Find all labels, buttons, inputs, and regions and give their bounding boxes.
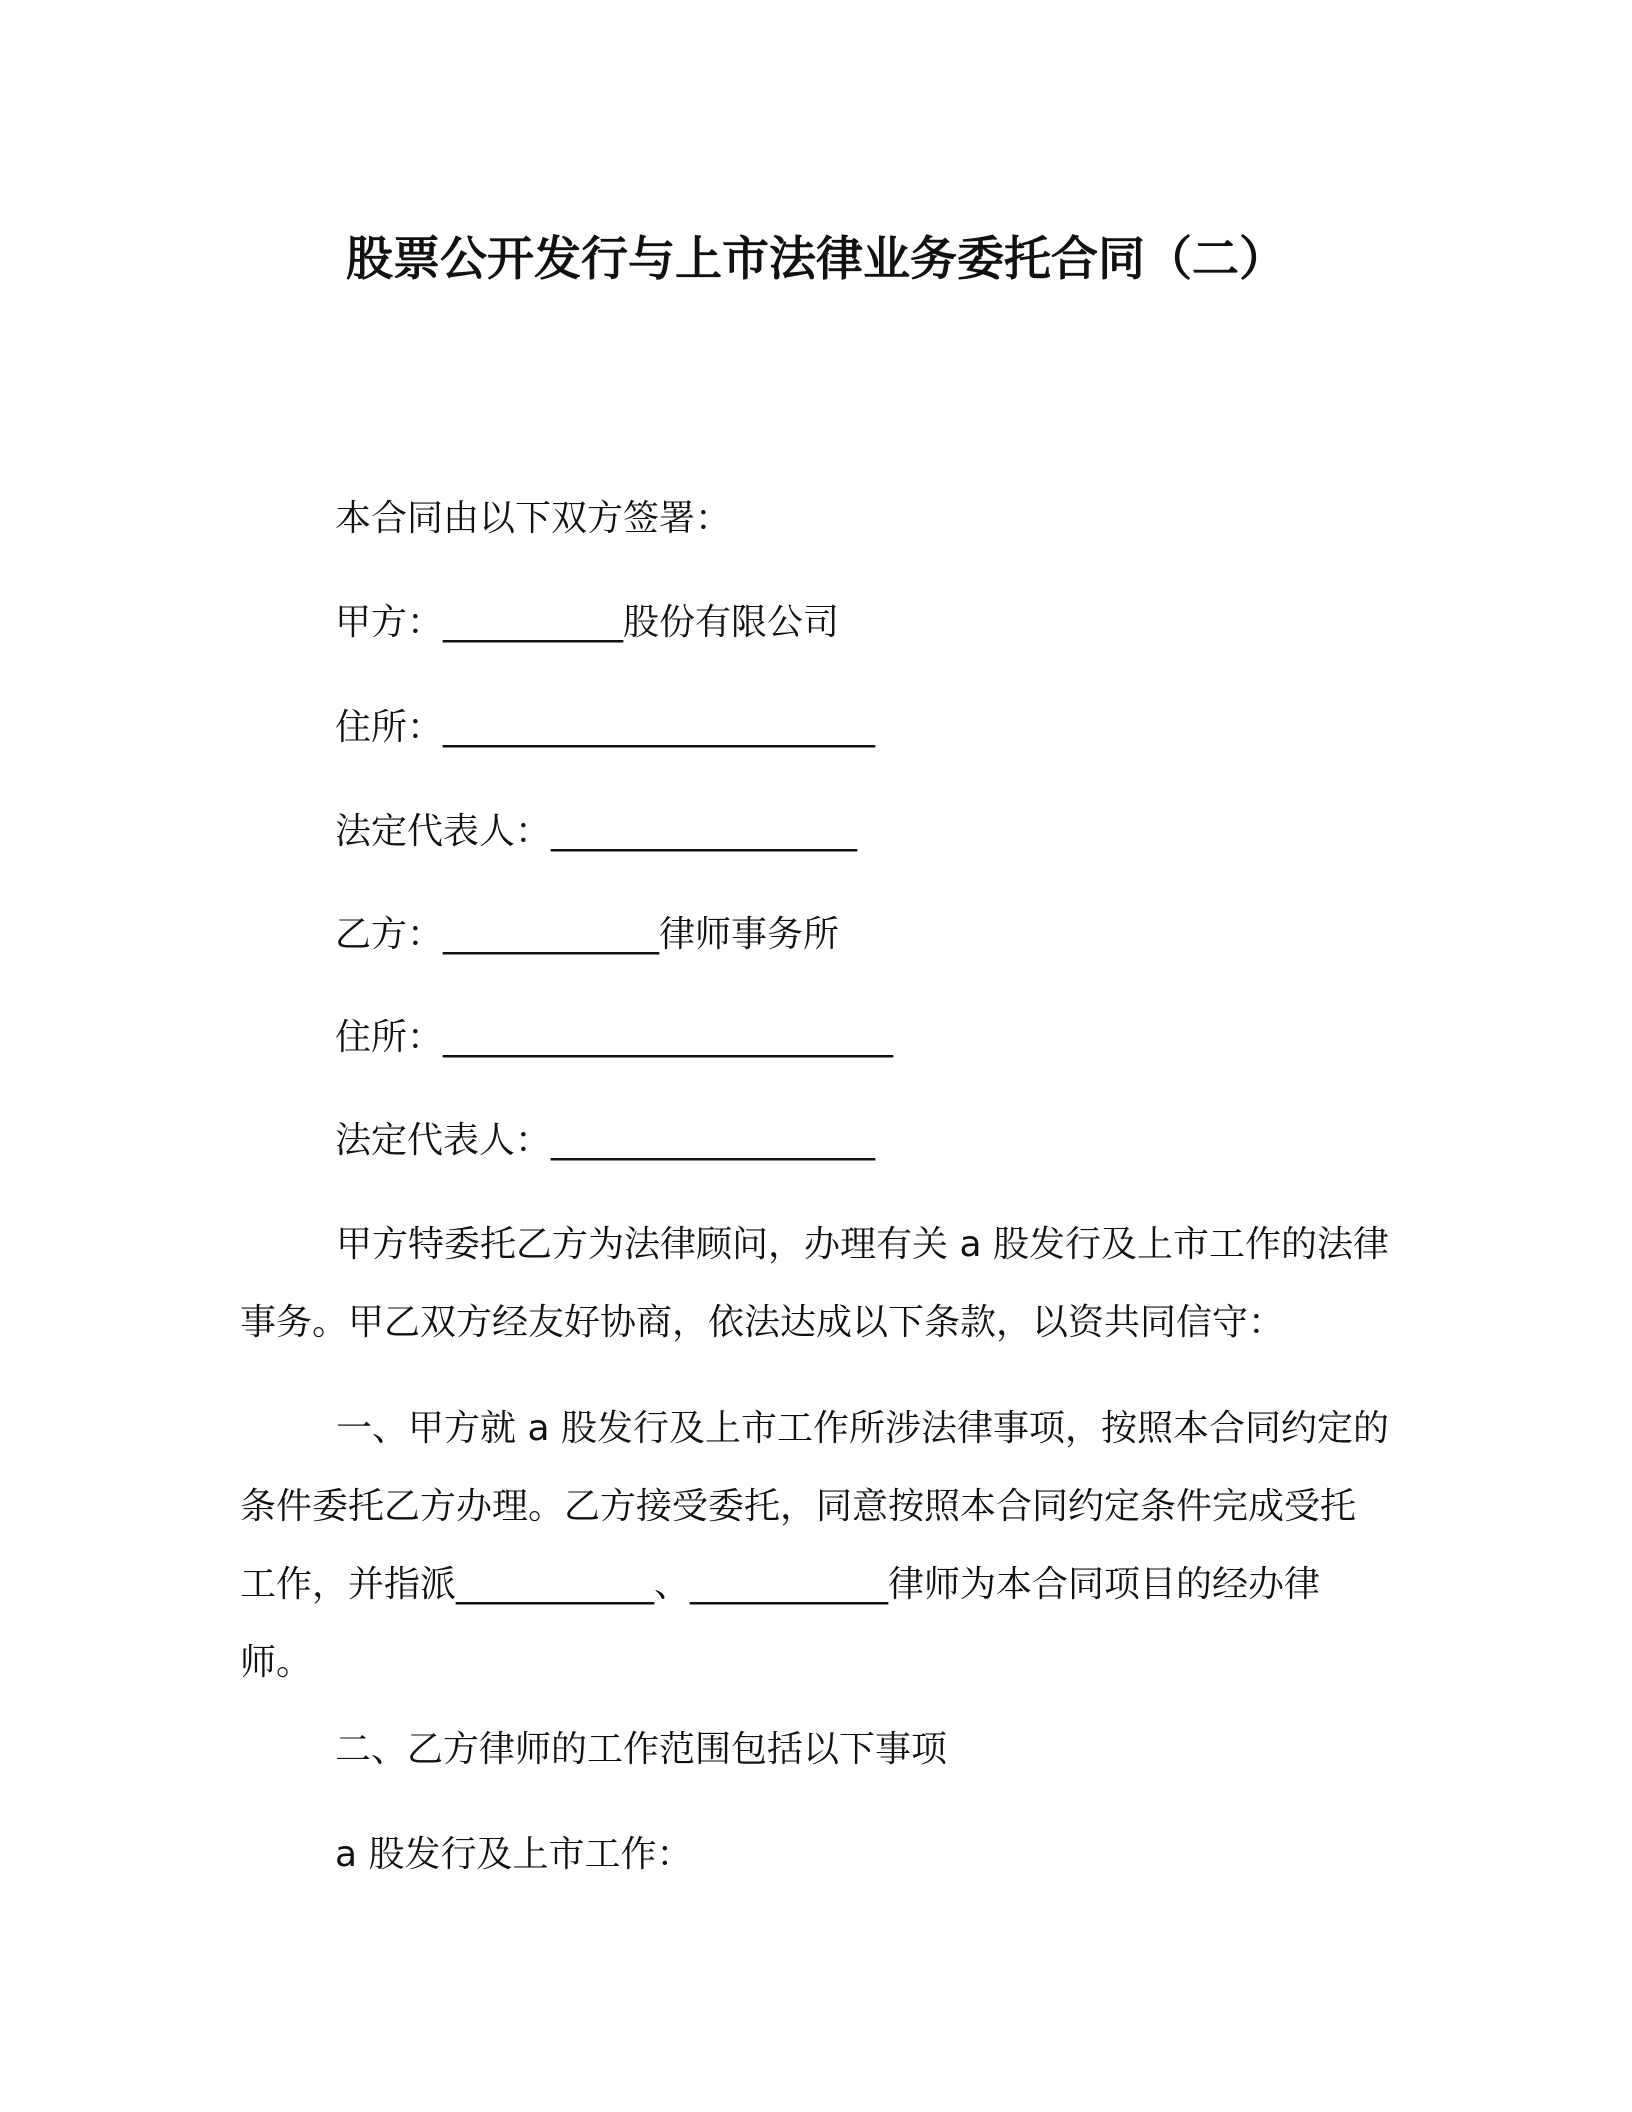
clause-2-subheading: a 股发行及上市工作： [335,1834,693,1875]
party-b-representative-line: 法定代表人：__________________ [335,1120,876,1161]
party-b-line: 乙方：____________律师事务所 [335,914,840,955]
party-b-address-line: 住所：_________________________ [335,1017,894,1058]
document-title: 股票公开发行与上市法律业务委托合同（二） [346,232,1286,287]
entrust-paragraph: 甲方特委托乙方为法律顾问，办理有关 a 股发行及上市工作的法律事务。甲乙双方经友好协商，依法达成以下条款，以资共同信守： [240,1224,1389,1343]
clause-2-heading: 二、乙方律师的工作范围包括以下事项 [335,1729,948,1770]
party-a-representative-line: 法定代表人：_________________ [335,811,858,852]
clause-1-paragraph: 一、甲方就 a 股发行及上市工作所涉法律事项，按照本合同约定的条件委托乙方办理。乙方接受委托，同意按照本合同约定条件完成受托工作，并指派___________、___________律师为本合同项目的经办律师。 [240,1408,1389,1683]
party-a-address-line: 住所：________________________ [335,707,876,748]
intro-line: 本合同由以下双方签署： [335,498,732,539]
party-a-line: 甲方：__________股份有限公司 [335,602,840,643]
